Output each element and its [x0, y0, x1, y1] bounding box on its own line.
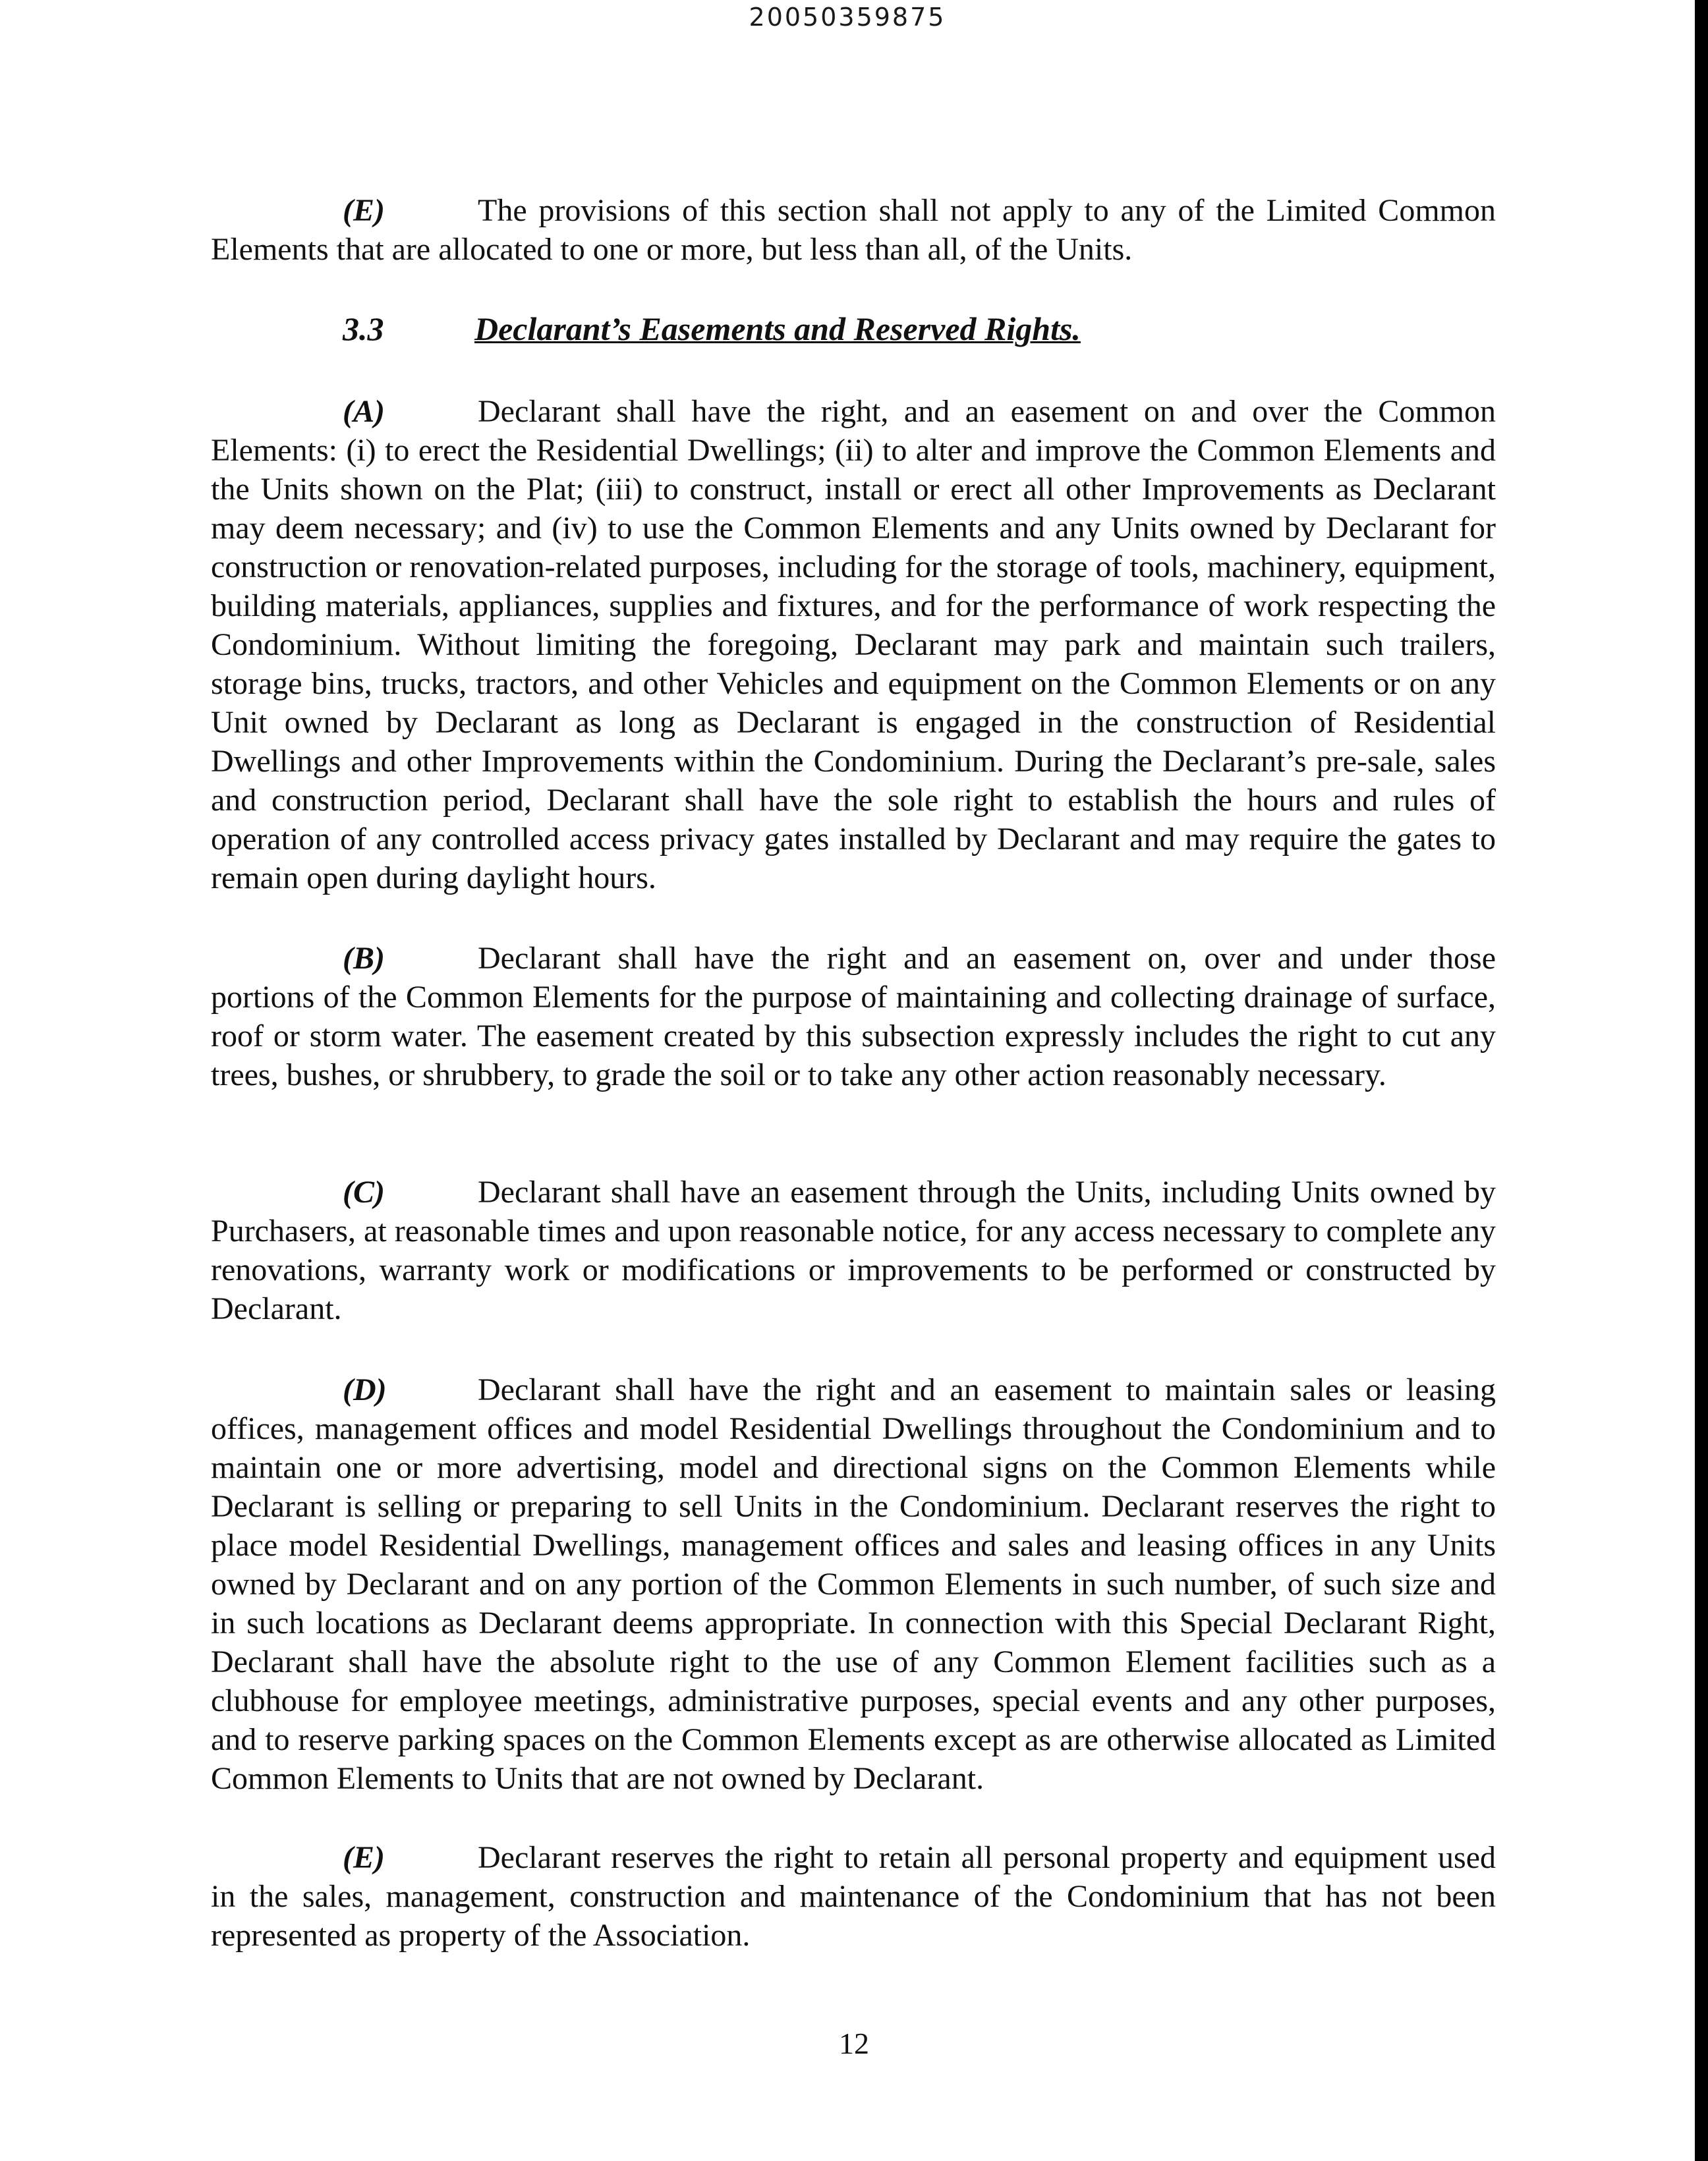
paragraph-label: (A): [343, 394, 385, 429]
paragraph-text: Declarant shall have the right, and an easement on and over the Common Elements: (i) to erect the Residential Dwellings; (ii) to alter and improve the Common Elements and the Units shown on the Plat; (iii) to construct, install or erect all other Improvements as Declarant may deem necessary; and (iv) to use the Common Elements and any Units owned by Declarant for construction or renovation-related purposes, including for the storage of tools, machinery, equipment, building materials, appliances, supplies and fixtures, and for the performance of work respecting the Condominium. Without limiting the foregoing, Declarant may park and maintain such trailers, storage bins, trucks, tractors, and other Vehicles and equipment on the Common Elements or on any Unit owned by Declarant as long as Declarant is engaged in the construction of Residential Dwellings and other Improvements within the Condominium. During the Declarant’s pre-sale, sales and construction period, Declarant shall have the sole right to establish the hours and rules of operation of any controlled access privacy gates installed by Declarant and may require the gates to remain open during daylight hours.: [211, 394, 1496, 895]
paragraph-label: (E): [343, 193, 385, 228]
paragraph-label: (B): [343, 941, 385, 976]
paragraph-e-provisions: [211, 191, 1496, 269]
paragraph-a: [211, 392, 1496, 897]
paragraph-label: (E): [343, 1840, 385, 1875]
paragraph-label: (D): [343, 1372, 387, 1407]
paragraph-d: [211, 1370, 1496, 1798]
paragraph-b: [211, 939, 1496, 1094]
paragraph-e-personal-property: [211, 1838, 1496, 1955]
paragraph-text: The provisions of this section shall not apply to any of the Limited Common Elements that are allocated to one or more, but less than all, of the Units.: [211, 193, 1496, 267]
paragraph-text: Declarant shall have an easement through the Units, including Units owned by Purchasers, at reasonable times and upon reasonable notice, for any access necessary to complete any renovations, warranty work or modifications or improvements to be performed or constructed by Declarant.: [211, 1175, 1496, 1326]
section-number: 3.3: [343, 310, 384, 347]
section-heading: [343, 310, 1081, 348]
paragraph-text: Declarant shall have the right and an easement to maintain sales or leasing offices, management offices and model Residential Dwellings throughout the Condominium and to maintain one or more advertising, model and directional signs on the Common Elements while Declarant is selling or preparing to sell Units in the Condominium. Declarant reserves the right to place model Residential Dwellings, management offices and sales and leasing offices in any Units owned by Declarant and on any portion of the Common Elements in such number, of such size and in such locations as Declarant deems appropriate. In connection with this Special Declarant Right, Declarant shall have the absolute right to the use of any Common Element facilities such as a clubhouse for employee meetings, administrative purposes, special events and any other purposes, and to reserve parking spaces on the Common Elements except as are otherwise allocated as Limited Common Elements to Units that are not owned by Declarant.: [211, 1372, 1496, 1796]
section-title: Declarant’s Easements and Reserved Rights.: [474, 310, 1081, 347]
paragraph-label: (C): [343, 1175, 385, 1210]
paragraph-c: [211, 1173, 1496, 1328]
page-number: 12: [839, 2027, 869, 2060]
paragraph-text: Declarant shall have the right and an easement on, over and under those portions of the Common Elements for the purpose of maintaining and collecting drainage of surface, roof or storm water. The easement created by this subsection expressly includes the right to cut any trees, bushes, or shrubbery, to grade the soil or to take any other action reasonably necessary.: [211, 941, 1496, 1092]
page-edge: [1695, 0, 1708, 2161]
recording-number: 20050359875: [749, 3, 946, 32]
paragraph-text: Declarant reserves the right to retain all personal property and equipment used in the sales, management, construction and maintenance of the Condominium that has not been represented as property of the Association.: [211, 1840, 1496, 1953]
